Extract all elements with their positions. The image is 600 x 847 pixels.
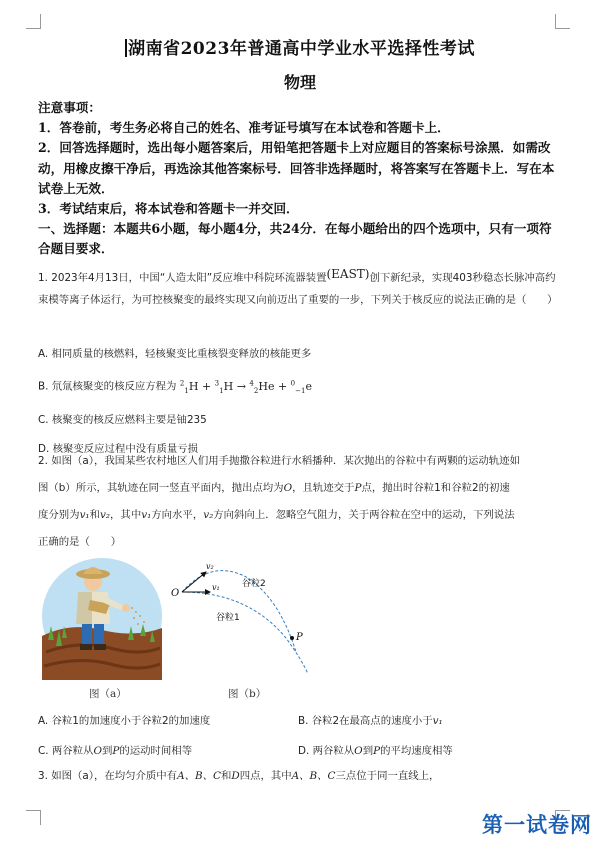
symbol-v1: v₁ — [432, 715, 443, 727]
q2-option-c-text: C. 两谷粒从 — [38, 745, 94, 757]
q2-option-d — [298, 742, 453, 757]
q1-stem-part: 1. 2023年4月13日，中国“人造太阳”反应堆中科院环流器装置 — [38, 272, 327, 284]
notes-block — [38, 98, 564, 260]
fig-label-grain1: 谷粒1 — [216, 613, 240, 623]
q2-option-d-text: D. 两谷粒从 — [298, 745, 355, 757]
section-heading: 一、选择题：本题共6小题，每小题4分，共24分．在每小题给出的四个选项中，只有一项符合题目要求． — [38, 221, 552, 257]
q3-text: 3. 如图（a），在均匀介质中有 — [38, 770, 178, 782]
q2-text: 方向斜向上．忽略空气阻力，关于两谷粒在空中的运动，下列说法 — [213, 509, 515, 521]
fig-label-v2: v₂ — [206, 562, 214, 571]
figure-b-trajectories — [168, 556, 328, 680]
exam-title-text: 湖南省2023年普通高中学业水平选择性考试 — [128, 39, 475, 59]
q2-stem-line-1: 2. 如图（a），我国某些农村地区人们用手抛撒谷粒进行水稻播种．某次抛出的谷粒中有两颗的运动轨迹如 — [38, 455, 520, 467]
notes-item-1: 1．答卷前，考生务必将自己的姓名、准考证号填写在本试卷和答题卡上． — [38, 120, 450, 136]
q3-text: 和 — [220, 770, 232, 782]
point-o: O — [354, 745, 363, 757]
nuclear-equation: $^2_1$H + $^3_1$H → $^4_2$He + $^0_{-1}$e — [179, 379, 312, 395]
q1-stem-part: 创下新纪录，实现403秒稳态长脉冲高约束模等离子体运行，为可控核聚变的最终实现又向前迈出了重要的一步，下列关于核反应的说法正确的是（ ） — [38, 272, 558, 306]
q2-option-c — [38, 742, 192, 757]
q2-text: ，且轨迹交于 — [292, 482, 355, 494]
q3-text: 三点位于同一直线上， — [335, 770, 440, 782]
points-abc: A、B、C — [177, 770, 221, 782]
point-p-dot — [290, 636, 294, 640]
q2-option-a: A. 谷粒1的加速度小于谷粒2的加速度 — [38, 715, 211, 727]
q2-option-b — [298, 712, 443, 727]
q2-option-d-text: 到 — [362, 745, 374, 757]
fig-label-v1: v₁ — [212, 583, 220, 592]
q2-option-d-text: 的平均速度相等 — [380, 745, 453, 757]
q2-text: 点，抛出时谷粒1和谷粒2的初速 — [361, 482, 510, 494]
corner-mark-top-left — [26, 14, 41, 29]
q1-option-b — [38, 369, 564, 406]
east-label: (EAST) — [326, 267, 370, 281]
point-o: O — [93, 745, 102, 757]
q1-option-a: A. 相同质量的核燃料，轻核聚变比重核裂变释放的核能更多 — [38, 348, 312, 360]
point-p: P — [373, 745, 381, 757]
point-d: D — [231, 770, 240, 782]
symbol-v2: v₂ — [203, 509, 214, 521]
caption-figure-b: 图（b） — [228, 688, 267, 700]
figure-a-farmer-sowing — [40, 556, 164, 680]
q2-stem-line-3 — [38, 502, 564, 529]
q2-text: ，其中 — [110, 509, 142, 521]
q1-option-d: D. 核聚变反应过程中没有质量亏损 — [38, 442, 199, 455]
caption-figure-a: 图（a） — [89, 688, 127, 700]
corner-mark-bottom-left — [26, 810, 41, 825]
question-1-stem — [38, 263, 564, 311]
q2-stem-line-4: 正确的是（ ） — [38, 536, 122, 548]
q2-stem-line-2 — [38, 475, 564, 502]
corner-mark-top-right — [555, 14, 570, 29]
notes-item-2: 2．回答选择题时，选出每小题答案后，用铅笔把答题卡上对应题目的答案标号涂黑．如需改动，用橡皮擦干净后，再选涂其他答案标号．回答非选择题时，将答案写在答题卡上．写在本试卷上无效． — [38, 140, 555, 196]
point-p: P — [112, 745, 120, 757]
trajectory-grain-1 — [182, 592, 308, 674]
symbol-v1: v₁ — [79, 509, 90, 521]
point-o: O — [283, 482, 293, 494]
q2-text: 度分别为 — [38, 509, 80, 521]
point-p: P — [354, 482, 362, 494]
q2-text: 方向水平， — [151, 509, 204, 521]
question-1 — [38, 263, 564, 311]
q2-text: 图（b）所示，其轨迹在同一竖直平面内，抛出点均为 — [38, 482, 284, 494]
q1-option-b-text: B. 氘氚核聚变的核反应方程为 — [38, 380, 177, 393]
symbol-v2: v₂ — [100, 509, 111, 521]
q3-text: 四点，其中 — [239, 770, 292, 782]
fig-label-grain2: 谷粒2 — [242, 579, 266, 589]
notes-item-3: 3．考试结束后，将本试卷和答题卡一并交回． — [38, 201, 299, 217]
fig-label-o: O — [171, 588, 180, 599]
trajectory-grain-2 — [182, 571, 296, 652]
symbol-v1: v₁ — [141, 509, 152, 521]
q1-option-c: C. 核聚变的核反应燃料主要是铀235 — [38, 413, 207, 426]
notes-heading: 注意事项： — [38, 100, 101, 115]
q2-option-b-text: B. 谷粒2在最高点的速度小于 — [298, 715, 433, 727]
fig-label-p: P — [296, 632, 303, 643]
question-2 — [38, 448, 564, 556]
question-1-options — [38, 340, 564, 464]
watermark-logo: 第一试卷网 — [482, 813, 592, 837]
q2-text: 和 — [89, 509, 100, 521]
exam-title — [0, 34, 600, 59]
q2-option-c-text: 的运动时间相等 — [119, 745, 193, 757]
velocity-vector-v2 — [182, 572, 206, 592]
text-cursor — [125, 39, 127, 57]
points-abc: A、B、C — [291, 770, 336, 782]
question-3-stem — [38, 767, 439, 782]
subject-title: 物理 — [283, 73, 316, 92]
q2-option-c-text: 到 — [101, 745, 113, 757]
